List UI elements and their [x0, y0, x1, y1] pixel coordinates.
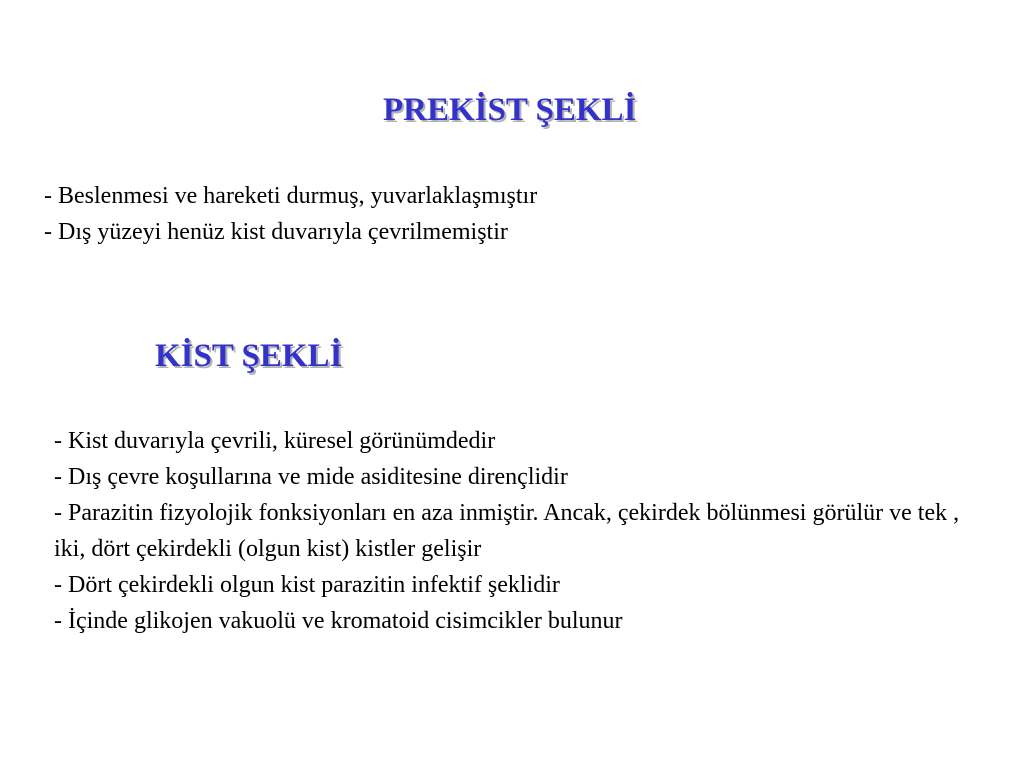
prekist-item-1: - Beslenmesi ve hareketi durmuş, yuvarlaklaşmıştır	[44, 183, 538, 209]
kist-list	[54, 423, 1004, 639]
kist-title: KİST ŞEKLİ	[155, 338, 343, 374]
kist-item-3: - Parazitin fizyolojik fonksiyonları en aza inmiştir. Ancak, çekirdek bölünmesi görülür ve tek , iki, dört çekirdekli (olgun kist) kistler gelişir	[54, 500, 960, 562]
kist-item-4: - Dört çekirdekli olgun kist parazitin infektif şeklidir	[54, 572, 560, 598]
prekist-item-2: - Dış yüzeyi henüz kist duvarıyla çevrilmemiştir	[44, 219, 508, 245]
kist-item-2: - Dış çevre koşullarına ve mide asiditesine dirençlidir	[54, 464, 568, 490]
prekist-title: PREKİST ŞEKLİ	[383, 92, 637, 128]
prekist-list	[44, 178, 1004, 250]
kist-item-1: - Kist duvarıyla çevrili, küresel görünümdedir	[54, 428, 496, 454]
kist-item-5: - İçinde glikojen vakuolü ve kromatoid cisimcikler bulunur	[54, 608, 623, 634]
